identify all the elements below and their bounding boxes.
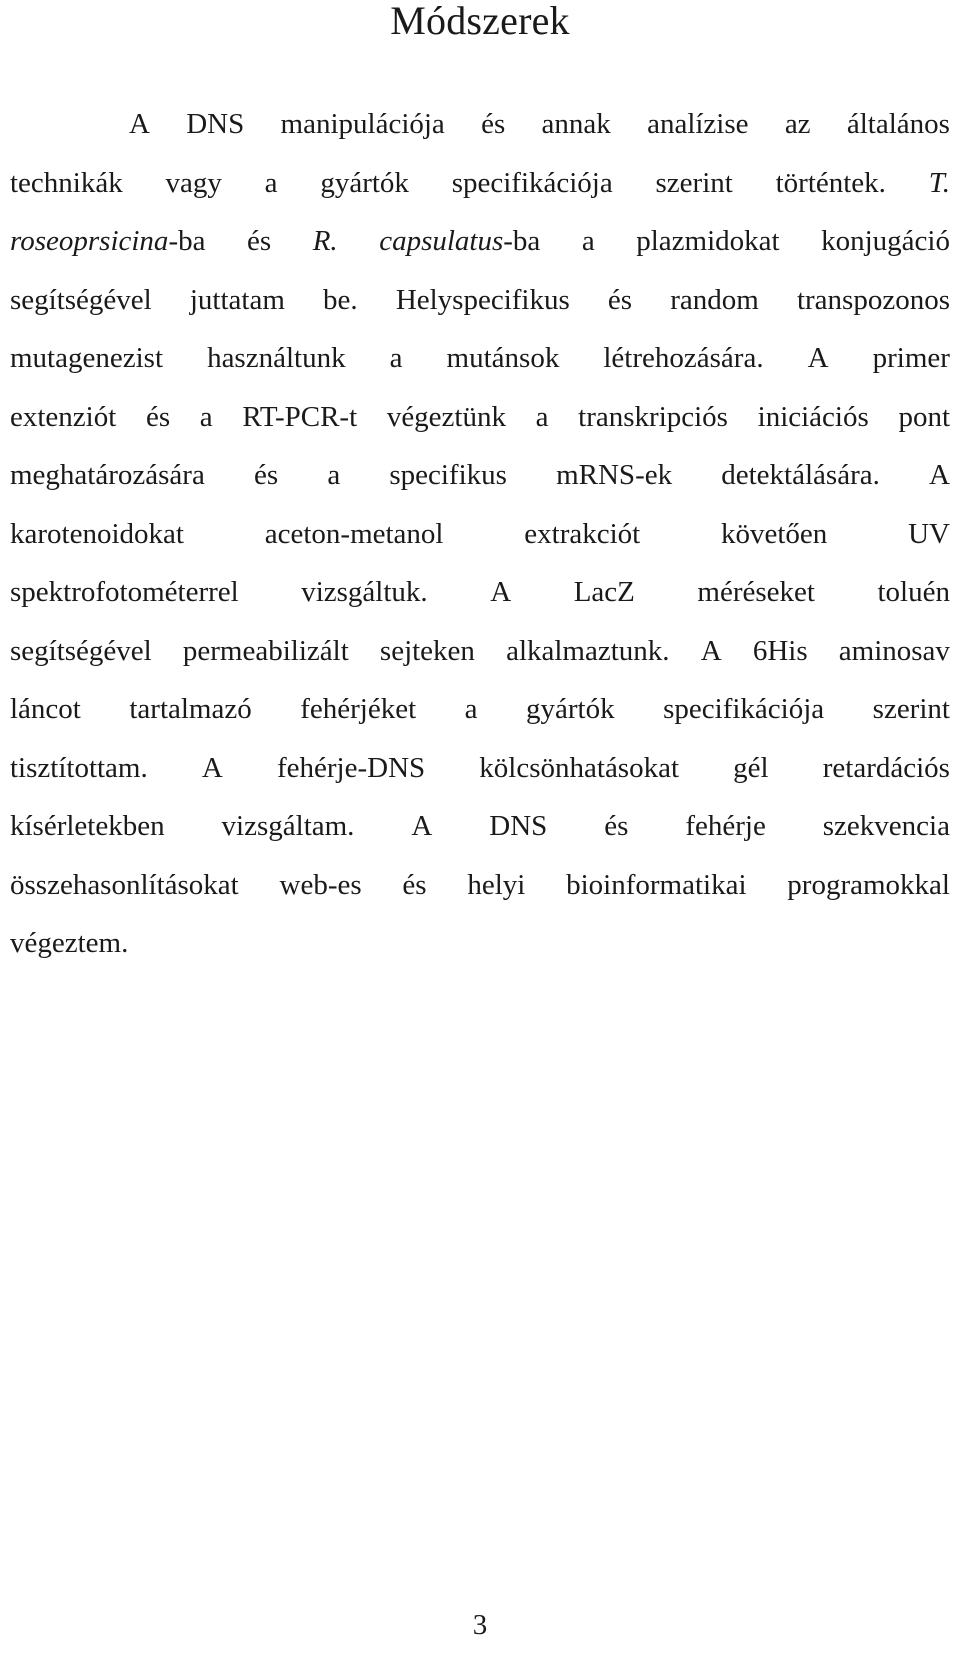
word-text: programokkal	[787, 868, 950, 901]
word-text: létrehozására.	[603, 342, 764, 374]
text-line	[10, 221, 950, 280]
word-suffix: -ba	[503, 225, 541, 257]
word-text: manipulációja	[280, 108, 445, 140]
word	[647, 104, 748, 144]
word-text: A	[490, 576, 512, 608]
page-number: 3	[472, 1609, 488, 1641]
text-line	[10, 689, 950, 748]
word-text: fehérje	[685, 810, 766, 842]
word	[379, 221, 540, 261]
word-text: a	[199, 400, 213, 433]
text-line	[10, 631, 950, 690]
word-text: vizsgáltam.	[221, 810, 355, 842]
word	[697, 572, 815, 612]
word-text: általános	[846, 108, 950, 140]
word	[10, 514, 184, 554]
word-text: a	[389, 342, 403, 374]
word	[753, 631, 808, 671]
word-text: be.	[323, 283, 358, 316]
text-line	[10, 514, 950, 573]
word-suffix: -ba	[168, 225, 206, 257]
word-text: A	[929, 459, 950, 491]
word	[465, 689, 478, 729]
word	[300, 689, 416, 729]
word	[929, 163, 950, 203]
word	[721, 455, 880, 495]
word-text: specifikus	[389, 459, 507, 491]
word-text: vagy	[165, 166, 222, 199]
word	[636, 221, 779, 261]
word-text: végeztem.	[10, 927, 129, 959]
text-line	[10, 865, 950, 924]
word-text: meghatározására	[10, 459, 205, 491]
word-text: szerint	[872, 693, 950, 725]
word	[873, 338, 950, 378]
body-paragraph	[10, 104, 950, 982]
word	[10, 631, 152, 671]
word	[380, 631, 475, 671]
word-text: DNS	[186, 108, 245, 140]
word	[685, 806, 766, 846]
word-text: gyártók	[320, 166, 409, 199]
word	[327, 455, 340, 495]
word-text: és	[253, 459, 279, 491]
word	[10, 455, 205, 495]
word	[183, 631, 349, 671]
word-text: a	[464, 693, 478, 725]
word	[542, 104, 611, 144]
word	[526, 689, 615, 729]
word	[280, 865, 362, 905]
word-text: transkripciós	[578, 400, 728, 433]
word	[797, 280, 950, 320]
word	[396, 280, 570, 320]
word	[10, 163, 123, 203]
word	[929, 455, 950, 495]
word	[808, 338, 829, 378]
word	[129, 689, 251, 729]
word	[566, 865, 746, 905]
text-line	[10, 572, 950, 631]
word	[787, 865, 950, 905]
word-text: tartalmazó	[129, 693, 252, 725]
word-text: segítségével	[10, 634, 152, 667]
text-line	[10, 338, 950, 397]
text-line	[10, 923, 950, 982]
word	[556, 455, 672, 495]
word-text: bioinformatikai	[566, 868, 747, 901]
word	[323, 280, 358, 320]
word-text: A	[411, 810, 433, 842]
word-text: aceton-metanol	[264, 517, 444, 550]
word-text: méréseket	[697, 576, 815, 608]
italic-term: roseoprsicina	[10, 225, 169, 257]
word	[604, 806, 628, 846]
word-text: aminosav	[838, 634, 950, 667]
word-text: A	[201, 751, 223, 784]
italic-term: R.	[312, 225, 338, 257]
word-text: A	[129, 108, 150, 140]
word	[582, 221, 595, 261]
word	[524, 514, 640, 554]
word-text: detektálására.	[721, 459, 880, 491]
word	[847, 104, 950, 144]
word	[603, 338, 763, 378]
word-text: RT-PCR-t	[242, 400, 358, 433]
word	[536, 397, 549, 437]
word-text: extrakciót	[524, 517, 641, 550]
word	[10, 221, 205, 261]
word	[898, 397, 950, 437]
word	[733, 748, 768, 788]
word-text: szekvencia	[822, 810, 950, 842]
word	[489, 806, 547, 846]
word-text: analízise	[647, 108, 749, 140]
word	[254, 455, 278, 495]
word-text: retardációs	[822, 751, 950, 784]
word	[447, 338, 560, 378]
word-text: követően	[721, 517, 828, 550]
text-line	[10, 163, 950, 222]
word-text: UV	[908, 517, 950, 550]
word-text: láncot	[10, 693, 81, 725]
word-text: történtek.	[775, 166, 886, 199]
word	[839, 631, 950, 671]
word	[663, 689, 824, 729]
word	[320, 163, 409, 203]
word-text: és	[247, 225, 272, 257]
word	[873, 689, 950, 729]
word	[146, 397, 170, 437]
word	[10, 748, 148, 788]
word-text: a	[327, 459, 341, 491]
word-text: használtunk	[207, 342, 346, 374]
word	[10, 689, 81, 729]
word	[313, 221, 338, 261]
word-text: technikák	[10, 166, 123, 199]
word	[411, 806, 432, 846]
word	[10, 572, 239, 612]
word	[281, 104, 445, 144]
italic-term: T.	[928, 166, 950, 199]
word	[10, 397, 116, 437]
word-text: végeztünk	[386, 400, 506, 433]
word-text: tisztítottam.	[10, 751, 148, 784]
word	[247, 221, 271, 261]
word-text: segítségével	[10, 283, 152, 316]
word-text: annak	[541, 108, 611, 140]
word	[574, 572, 635, 612]
word	[479, 748, 679, 788]
word-text: és	[607, 283, 633, 316]
word-text: spektrofotométerrel	[10, 576, 239, 608]
word	[578, 397, 728, 437]
word	[200, 397, 213, 437]
word-text: Helyspecifikus	[395, 283, 570, 316]
word	[186, 104, 244, 144]
word	[823, 748, 950, 788]
word-text: specifikációja	[663, 693, 825, 725]
text-line	[10, 280, 950, 339]
word-text: fehérjéket	[300, 693, 417, 725]
word-text: DNS	[489, 810, 548, 842]
word	[821, 221, 950, 261]
word	[301, 572, 427, 612]
word-text: a	[264, 166, 278, 199]
word	[776, 163, 886, 203]
word	[656, 163, 733, 203]
word-text: toluén	[877, 576, 950, 608]
word	[608, 280, 632, 320]
italic-term: capsulatus	[379, 225, 504, 257]
word	[481, 104, 505, 144]
word-text: a	[581, 225, 595, 257]
word	[823, 806, 950, 846]
text-line	[10, 748, 950, 807]
word	[390, 338, 403, 378]
word-text: LacZ	[573, 576, 635, 608]
text-line	[10, 806, 950, 865]
word-text: A	[807, 342, 829, 374]
word	[265, 514, 444, 554]
word	[452, 163, 613, 203]
word-text: alkalmaztunk.	[506, 634, 670, 667]
word-text: A	[700, 634, 722, 667]
word	[670, 280, 759, 320]
text-line	[10, 455, 950, 514]
word-text: specifikációja	[451, 166, 613, 199]
word-text: web-es	[279, 868, 362, 901]
word-text: és	[402, 868, 427, 901]
word-text: mutánsok	[446, 342, 560, 374]
word-text: vizsgáltuk.	[301, 576, 428, 608]
word-text: és	[604, 810, 629, 842]
word-text: mutagenezist	[10, 342, 164, 374]
word	[10, 338, 163, 378]
word	[701, 631, 722, 671]
word-text: 6His	[752, 634, 808, 667]
text-line	[10, 397, 950, 456]
word-text: szerint	[655, 166, 733, 199]
word-text: pont	[898, 400, 950, 433]
word	[265, 163, 278, 203]
word	[10, 280, 152, 320]
word	[721, 514, 827, 554]
word	[908, 514, 950, 554]
word-text: plazmidokat	[636, 225, 780, 257]
word-text: gél	[733, 751, 769, 784]
word	[166, 163, 222, 203]
word-text: gyártók	[526, 693, 615, 725]
word	[277, 748, 425, 788]
word-text: fehérje-DNS	[276, 751, 426, 784]
word-text: kísérletekben	[10, 810, 165, 842]
word	[129, 104, 150, 144]
word	[506, 631, 669, 671]
word	[402, 865, 426, 905]
word-text: juttatam	[189, 283, 285, 316]
word-text: kölcsönhatásokat	[479, 751, 680, 784]
word	[389, 455, 507, 495]
word-text: mRNS-ek	[556, 459, 673, 491]
word	[10, 923, 128, 963]
text-line	[10, 104, 950, 163]
page-title: Módszerek	[390, 0, 570, 43]
word	[202, 748, 223, 788]
word	[222, 806, 355, 846]
word	[190, 280, 285, 320]
word-text: transpozonos	[796, 283, 950, 316]
word	[758, 397, 869, 437]
word-text: összehasonlításokat	[10, 868, 239, 901]
word-text: konjugáció	[821, 225, 950, 257]
word	[10, 806, 165, 846]
word	[387, 397, 506, 437]
word	[10, 865, 239, 905]
word-text: a	[535, 400, 549, 433]
word	[242, 397, 357, 437]
word	[490, 572, 511, 612]
word	[785, 104, 811, 144]
word-text: primer	[872, 342, 950, 374]
word	[467, 865, 525, 905]
word-text: extenziót	[10, 400, 117, 433]
word	[207, 338, 346, 378]
word-text: iniciációs	[757, 400, 869, 433]
word-text: permeabilizált	[182, 634, 349, 667]
word-text: karotenoidokat	[10, 517, 184, 550]
word-text: helyi	[467, 868, 526, 901]
word-text: és	[481, 108, 506, 140]
word-text: sejteken	[379, 634, 475, 667]
word-text: random	[670, 283, 759, 316]
word-text: és	[145, 400, 171, 433]
word	[877, 572, 950, 612]
word-text: az	[784, 108, 811, 140]
